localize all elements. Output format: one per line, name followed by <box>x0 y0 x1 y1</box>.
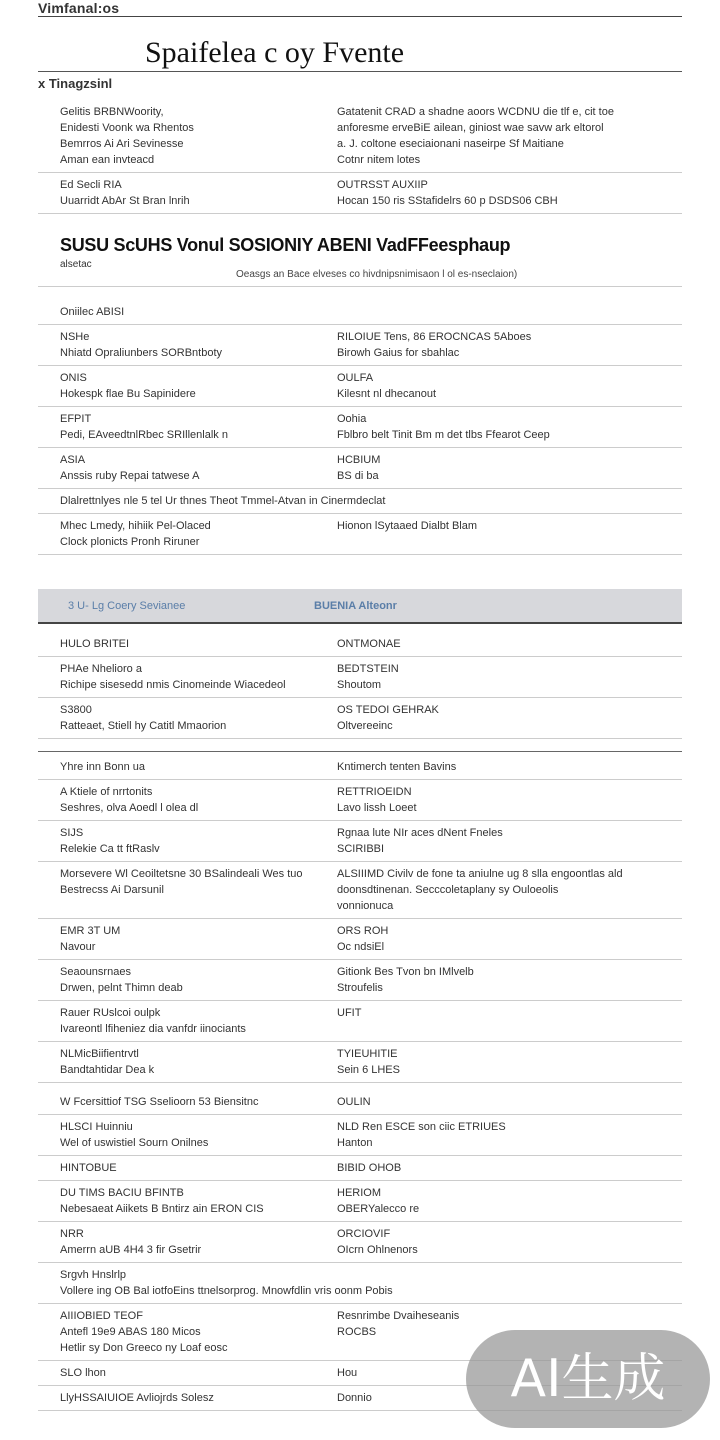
spec-value-cell <box>315 370 682 402</box>
spec-label: Uuarridt AbAr St Bran lnrih <box>60 195 190 207</box>
spec-label: Aman ean invteacd <box>60 154 155 166</box>
spec-label-cell <box>38 661 315 693</box>
spec-label-cell <box>38 784 315 816</box>
spec-label: Navour <box>60 941 96 953</box>
spec-row <box>38 755 682 780</box>
spec-row <box>38 780 682 821</box>
spec-label: Dlalrettnlyes nle 5 tel Ur thnes Theot Tmmel-Atvan in Cinermdeclat <box>60 495 386 507</box>
banner-title: SUSU ScUHS Vonul SOSIONIY ABENI VadFFeesphaup <box>60 235 511 255</box>
spec-value: Gitionk Bes Tvon bn IMlvelb <box>337 966 474 978</box>
spec-row <box>38 960 682 1001</box>
spec-label-cell <box>38 411 315 443</box>
spec-label-cell <box>38 1390 315 1406</box>
spec-label: PHAe Nhelioro a <box>60 663 142 675</box>
spec-label-cell <box>38 1308 315 1356</box>
spec-value-cell <box>315 1160 682 1176</box>
spec-label-cell <box>38 518 315 550</box>
spec-value: Oohia <box>337 413 367 425</box>
spec-value: Kntimerch tenten Bavins <box>337 761 457 773</box>
spec-value: OULFA <box>337 372 374 384</box>
spec-value-cell <box>315 411 682 443</box>
spec-value: Stroufelis <box>337 982 383 994</box>
spec-value: vonnionuca <box>337 900 394 912</box>
spec-label: Oniilec ABISI <box>60 306 125 318</box>
spec-label: Wel of uswistiel Sourn Onilnes <box>60 1137 209 1149</box>
spec-label: Ivareontl lfiheniez dia vanfdr iinociants <box>60 1023 246 1035</box>
spec-label: Bemrros Ai Ari Sevinesse <box>60 138 184 150</box>
spec-label: Bandtahtidar Dea k <box>60 1064 155 1076</box>
spec-value: BIBID OHOB <box>337 1162 402 1174</box>
spec-row <box>38 1115 682 1156</box>
spec-row <box>38 919 682 960</box>
spec-value-cell <box>315 1005 682 1037</box>
spec-value: ALSIIIMD Civilv de fone ta aniulne ug 8 slla engoontlas ald <box>337 868 623 880</box>
spec-label: Morsevere Wl Ceoiltetsne 30 BSalindeali Wes tuo <box>60 868 303 880</box>
spec-label-cell <box>38 1267 393 1299</box>
spec-value: Fblbro belt Tinit Bm m det tlbs Ffearot Ceep <box>337 429 550 441</box>
spec-label: SIJS <box>60 827 84 839</box>
spec-value-cell <box>315 866 682 914</box>
spec-row <box>38 862 682 919</box>
spec-value-cell <box>315 784 682 816</box>
spec-value-cell <box>315 661 682 693</box>
spec-row <box>38 1222 682 1263</box>
spec-label: Relekie Ca tt ftRaslv <box>60 843 160 855</box>
spec-value: Hanton <box>337 1137 373 1149</box>
spec-row <box>38 100 682 173</box>
spec-label: AIIIOBIED TEOF <box>60 1310 143 1322</box>
spec-label: Amerrn aUB 4H4 3 fir Gsetrir <box>60 1244 202 1256</box>
section-divider <box>38 751 682 752</box>
spec-group-3 <box>38 632 682 739</box>
spec-value-cell <box>315 759 682 775</box>
spec-value: Rgnaa lute NIr aces dNent Fneles <box>337 827 503 839</box>
ai-generated-watermark: AI生成 <box>466 1330 710 1428</box>
spec-label: HLSCI Huinniu <box>60 1121 133 1133</box>
spec-row <box>38 489 682 514</box>
spec-value: Hionon lSytaaed Dialbt Blam <box>337 520 478 532</box>
highlight-left-label: 3 U- Lg Coery Sevianee <box>68 600 186 612</box>
spec-value: ORS ROH <box>337 925 389 937</box>
spec-label: Anssis ruby Repai tatwese A <box>60 470 200 482</box>
spec-label: DU TIMS BACIU BFINTB <box>60 1187 184 1199</box>
spec-label: Vollere ing OB Bal iotfoEins ttnelsorprog. Mnowfdlin vris oonm Pobis <box>60 1285 393 1297</box>
spec-value: Cotnr nitem lotes <box>337 154 421 166</box>
spec-row <box>38 1181 682 1222</box>
spec-value: BEDTSTEIN <box>337 663 399 675</box>
spec-label-cell <box>38 493 386 509</box>
spec-label-cell <box>38 1160 315 1176</box>
spec-label: Nebesaeat Aiikets B Bntirz ain ERON CIS <box>60 1203 264 1215</box>
spec-value: HCBIUM <box>337 454 381 466</box>
spec-value-cell <box>315 1185 682 1217</box>
banner-caption: Oeasgs an Bace elveses co hivdnipsnimisaon l ol es-nseclaion) <box>236 269 518 280</box>
spec-row <box>38 821 682 862</box>
spec-value: SCIRIBBI <box>337 843 385 855</box>
spec-value: NLD Ren ESCE son ciic ETRIUES <box>337 1121 506 1133</box>
spec-value: Gatatenit CRAD a shadne aoors WCDNU die tlf e, cit toe <box>337 106 614 118</box>
spec-label: Rauer RUslcoi oulpk <box>60 1007 161 1019</box>
spec-label: Gelitis BRBNWoority, <box>60 106 164 118</box>
spec-label: ASIA <box>60 454 86 466</box>
spec-label: Pedi, EAveedtnlRbec SRIllenlalk n <box>60 429 228 441</box>
spec-row <box>38 1263 682 1304</box>
spec-label: Drwen, pelnt Thimn deab <box>60 982 183 994</box>
spec-label: Seshres, olva Aoedl l olea dl <box>60 802 199 814</box>
spec-label-cell <box>38 1094 315 1110</box>
spec-label: Mhec Lmedy, hihiik Pel-Olaced <box>60 520 211 532</box>
spec-row <box>38 698 682 739</box>
spec-value: OUTRSST AUXIIP <box>337 179 428 191</box>
spec-value: Oltvereeinc <box>337 720 393 732</box>
highlight-right-label: BUENIA Alteonr <box>314 600 397 612</box>
spec-label: Ratteaet, Stiell hy Catitl Mmaorion <box>60 720 227 732</box>
spec-label-cell <box>38 1119 315 1151</box>
spec-value: Birowh Gaius for sbahlac <box>337 347 460 359</box>
spec-group-4 <box>38 755 682 1083</box>
spec-label: SLO lhon <box>60 1367 106 1379</box>
spec-row <box>38 366 682 407</box>
spec-label: Richipe sisesedd nmis Cinomeinde Wiacedeol <box>60 679 286 691</box>
spec-value: RILOIUE Tens, 86 EROCNCAS 5Aboes <box>337 331 532 343</box>
spec-banner <box>38 229 682 287</box>
spec-label-cell <box>38 1185 315 1217</box>
spec-row <box>38 407 682 448</box>
spec-value: OULIN <box>337 1096 371 1108</box>
spec-label: HINTOBUE <box>60 1162 117 1174</box>
spec-value: ONTMONAE <box>337 638 401 650</box>
spec-value: RETTRIOEIDN <box>337 786 412 798</box>
spec-value: OS TEDOI GEHRAK <box>337 704 439 716</box>
spec-value: OBERYalecco re <box>337 1203 420 1215</box>
spec-value: ORCIOVIF <box>337 1228 391 1240</box>
spec-label: Seaounsrnaes <box>60 966 131 978</box>
spec-label: Hetlir sy Don Greeco ny Loaf eosc <box>60 1342 228 1354</box>
spec-label-cell <box>38 923 315 955</box>
spec-label-cell <box>38 177 315 209</box>
spec-value-cell <box>315 702 682 734</box>
spec-label: Clock plonicts Pronh Riruner <box>60 536 200 548</box>
banner-subtitle: alsetac <box>60 259 92 270</box>
spec-label: NRR <box>60 1228 84 1240</box>
spec-value: a. J. coltone eseciaionani naseirpe Sf Maitiane <box>337 138 564 150</box>
spec-label-cell <box>38 1005 315 1037</box>
spec-label: Antefl 19e9 ABAS 180 Micos <box>60 1326 201 1338</box>
spec-value-cell <box>315 1226 682 1258</box>
spec-value-cell <box>315 1094 682 1110</box>
spec-label: ONIS <box>60 372 87 384</box>
spec-value: Lavo lissh Loeet <box>337 802 417 814</box>
spec-value-cell <box>315 1119 682 1151</box>
page-title: Spaifelea c oy Fvente <box>145 36 405 69</box>
spec-value: OIcrn Ohlnenors <box>337 1244 418 1256</box>
spec-value-cell <box>315 1267 682 1299</box>
spec-value: Donnio <box>337 1392 372 1404</box>
spec-value-cell <box>315 177 682 209</box>
spec-label-cell <box>38 304 315 320</box>
spec-label-cell <box>38 329 315 361</box>
section-heading[interactable]: x Tinagzsinl <box>38 76 113 91</box>
spec-value: Hocan 150 ris SStafidelrs 60 p DSDS06 CBH <box>337 195 558 207</box>
spec-label-cell <box>38 825 315 857</box>
spec-row <box>38 300 682 325</box>
spec-value: Shoutom <box>337 679 382 691</box>
spec-value: Sein 6 LHES <box>337 1064 400 1076</box>
highlighted-row[interactable] <box>38 589 682 624</box>
spec-row <box>38 325 682 366</box>
spec-label: A Ktiele of nrrtonits <box>60 786 153 798</box>
spec-label-cell <box>38 370 315 402</box>
spec-label: Nhiatd Opraliunbers SORBntboty <box>60 347 223 359</box>
spec-value-cell <box>315 964 682 996</box>
spec-label: Bestrecss Ai Darsunil <box>60 884 164 896</box>
spec-value-cell <box>315 923 682 955</box>
spec-value: TYIEUHITIE <box>337 1048 398 1060</box>
spec-group-2 <box>38 300 682 555</box>
spec-row <box>38 1090 682 1115</box>
spec-label-cell <box>38 104 315 168</box>
spec-row <box>38 448 682 489</box>
spec-value-cell <box>315 636 682 652</box>
spec-row <box>38 657 682 698</box>
spec-label-cell <box>38 759 315 775</box>
spec-label-cell <box>38 1226 315 1258</box>
spec-label: LlyHSSAIUIOE Avliojrds Solesz <box>60 1392 214 1404</box>
spec-label-cell <box>38 964 315 996</box>
spec-value-cell <box>315 493 682 509</box>
spec-label: Yhre inn Bonn ua <box>60 761 146 773</box>
spec-value: Oc ndsiEl <box>337 941 385 953</box>
spec-label: NSHe <box>60 331 90 343</box>
spec-label: HULO BRITEI <box>60 638 130 650</box>
spec-row <box>38 514 682 555</box>
spec-label-cell <box>38 636 315 652</box>
spec-group-1 <box>38 100 682 214</box>
spec-value: Kilesnt nl dhecanout <box>337 388 437 400</box>
spec-label-cell <box>38 1365 315 1381</box>
spec-label: Enidesti Voonk wa Rhentos <box>60 122 194 134</box>
spec-label-cell <box>38 702 315 734</box>
spec-label-cell <box>38 866 315 914</box>
spec-value: BS di ba <box>337 470 379 482</box>
spec-row <box>38 1001 682 1042</box>
spec-label: NLMicBiifientrvtl <box>60 1048 139 1060</box>
spec-label-cell <box>38 452 315 484</box>
spec-value-cell <box>315 304 682 320</box>
spec-value-cell <box>315 452 682 484</box>
spec-value-cell <box>315 518 682 550</box>
spec-label: Ed Secli RIA <box>60 179 122 191</box>
spec-value: anforesme erveBiE ailean, giniost wae savw ark eltorol <box>337 122 604 134</box>
spec-value: UFIT <box>337 1007 362 1019</box>
spec-label: EFPIT <box>60 413 92 425</box>
spec-row <box>38 1156 682 1181</box>
spec-value: doonsdtinenan. Secccoletaplany sy Ouloeolis <box>337 884 559 896</box>
spec-row <box>38 173 682 214</box>
spec-value-cell <box>315 1046 682 1078</box>
spec-value: Resnrimbe Dvaiheseanis <box>337 1310 460 1322</box>
title-divider <box>38 71 682 72</box>
spec-value-cell <box>315 825 682 857</box>
spec-label: Srgvh Hnslrlp <box>60 1269 127 1281</box>
spec-label: Hokespk flae Bu Sapinidere <box>60 388 196 400</box>
spec-row <box>38 632 682 657</box>
spec-row <box>38 1042 682 1083</box>
spec-value-cell <box>315 104 682 168</box>
spec-value: Hou <box>337 1367 358 1379</box>
spec-label: EMR 3T UM <box>60 925 121 937</box>
top-divider <box>38 16 682 17</box>
spec-label: W Fcersittiof TSG Sselioorn 53 Biensitnc <box>60 1096 259 1108</box>
spec-value-cell <box>315 329 682 361</box>
spec-value: ROCBS <box>337 1326 377 1338</box>
spec-value: HERIOM <box>337 1187 381 1199</box>
spec-label-cell <box>38 1046 315 1078</box>
spec-label: S3800 <box>60 704 92 716</box>
app-title: Vimfanal:os <box>38 0 120 16</box>
